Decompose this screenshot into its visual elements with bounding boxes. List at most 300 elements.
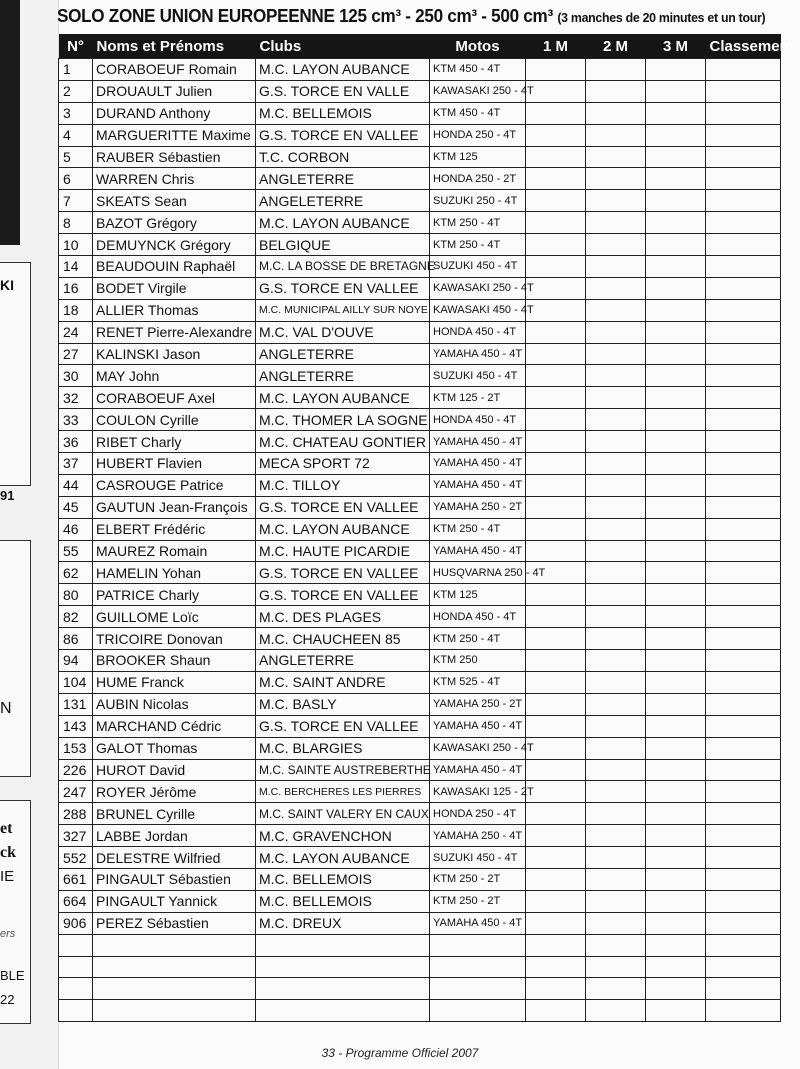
- ranking-cell: [706, 299, 781, 321]
- race-3-result: [646, 474, 706, 496]
- race-1-result: [526, 365, 586, 387]
- table-row: [59, 212, 781, 234]
- empty-cell: [430, 934, 526, 956]
- race-1-result: [526, 234, 586, 256]
- table-row: [59, 693, 781, 715]
- empty-cell: [706, 956, 781, 978]
- ranking-cell: [706, 474, 781, 496]
- race-1-result: [526, 781, 586, 803]
- race-2-result: [586, 584, 646, 606]
- rider-name: GALOT Thomas: [93, 737, 256, 759]
- rider-name: GAUTUN Jean-François: [93, 496, 256, 518]
- race-2-result: [586, 453, 646, 475]
- rider-club: M.C. LAYON AUBANCE: [256, 59, 430, 81]
- table-row: [59, 890, 781, 912]
- rider-number: 18: [59, 299, 93, 321]
- rider-moto: HONDA 450 - 4T: [430, 606, 526, 628]
- race-3-result: [646, 387, 706, 409]
- race-1-result: [526, 431, 586, 453]
- header-ranking: Classement: [706, 34, 781, 59]
- margin-text: IE: [0, 868, 15, 885]
- ranking-cell: [706, 431, 781, 453]
- rider-name: BRUNEL Cyrille: [93, 803, 256, 825]
- race-1-result: [526, 912, 586, 934]
- rider-name: LABBE Jordan: [93, 825, 256, 847]
- race-3-result: [646, 671, 706, 693]
- race-3-result: [646, 277, 706, 299]
- margin-text: 22: [0, 992, 15, 1007]
- ranking-cell: [706, 168, 781, 190]
- race-3-result: [646, 628, 706, 650]
- empty-row: [59, 934, 781, 956]
- table-row: [59, 124, 781, 146]
- race-2-result: [586, 496, 646, 518]
- rider-number: 104: [59, 671, 93, 693]
- table-row: [59, 759, 781, 781]
- table-row: [59, 803, 781, 825]
- race-2-result: [586, 168, 646, 190]
- rider-moto: YAMAHA 450 - 4T: [430, 474, 526, 496]
- rider-club: MECA SPORT 72: [256, 453, 430, 475]
- ranking-cell: [706, 693, 781, 715]
- table-row: [59, 321, 781, 343]
- rider-club: G.S. TORCE EN VALLE: [256, 80, 430, 102]
- rider-moto: KTM 250 - 2T: [430, 890, 526, 912]
- rider-club: M.C. CHAUCHEEN 85: [256, 628, 430, 650]
- rider-club: G.S. TORCE EN VALLEE: [256, 277, 430, 299]
- table-row: [59, 474, 781, 496]
- race-3-result: [646, 234, 706, 256]
- rider-moto: KAWASAKI 450 - 4T: [430, 299, 526, 321]
- race-2-result: [586, 671, 646, 693]
- ranking-cell: [706, 409, 781, 431]
- rider-moto: HONDA 250 - 2T: [430, 168, 526, 190]
- race-2-result: [586, 715, 646, 737]
- rider-name: DELESTRE Wilfried: [93, 847, 256, 869]
- rider-name: MARGUERITTE Maxime: [93, 124, 256, 146]
- rider-club: M.C. THOMER LA SOGNE: [256, 409, 430, 431]
- ranking-cell: [706, 650, 781, 672]
- race-2-result: [586, 277, 646, 299]
- rider-name: MARCHAND Cédric: [93, 715, 256, 737]
- race-2-result: [586, 540, 646, 562]
- rider-club: M.C. DREUX: [256, 912, 430, 934]
- ranking-cell: [706, 715, 781, 737]
- race-1-result: [526, 59, 586, 81]
- race-1-result: [526, 102, 586, 124]
- rider-number: 2: [59, 80, 93, 102]
- rider-number: 3: [59, 102, 93, 124]
- rider-club: G.S. TORCE EN VALLEE: [256, 562, 430, 584]
- ranking-cell: [706, 562, 781, 584]
- rider-number: 5: [59, 146, 93, 168]
- empty-cell: [93, 934, 256, 956]
- race-2-result: [586, 868, 646, 890]
- rider-club: G.S. TORCE EN VALLEE: [256, 584, 430, 606]
- table-row: [59, 343, 781, 365]
- rider-club: M.C. LA BOSSE DE BRETAGNE: [256, 256, 430, 278]
- race-1-result: [526, 256, 586, 278]
- rider-number: 552: [59, 847, 93, 869]
- rider-name: PEREZ Sébastien: [93, 912, 256, 934]
- race-3-result: [646, 409, 706, 431]
- margin-text: ck: [0, 844, 16, 861]
- race-2-result: [586, 759, 646, 781]
- header-race-3: 3 M: [646, 34, 706, 59]
- rider-name: KALINSKI Jason: [93, 343, 256, 365]
- empty-cell: [256, 956, 430, 978]
- race-3-result: [646, 693, 706, 715]
- race-3-result: [646, 847, 706, 869]
- rider-name: ALLIER Thomas: [93, 299, 256, 321]
- rider-name: HUROT David: [93, 759, 256, 781]
- race-1-result: [526, 606, 586, 628]
- table-row: [59, 868, 781, 890]
- ranking-cell: [706, 80, 781, 102]
- rider-number: 82: [59, 606, 93, 628]
- rider-club: M.C. GRAVENCHON: [256, 825, 430, 847]
- race-1-result: [526, 80, 586, 102]
- race-3-result: [646, 737, 706, 759]
- rider-number: 16: [59, 277, 93, 299]
- rider-club: ANGLETERRE: [256, 343, 430, 365]
- rider-name: DEMUYNCK Grégory: [93, 234, 256, 256]
- page-title: [57, 6, 766, 27]
- rider-number: 1: [59, 59, 93, 81]
- rider-moto: KTM 125: [430, 584, 526, 606]
- ranking-cell: [706, 387, 781, 409]
- empty-cell: [526, 1000, 586, 1022]
- race-2-result: [586, 890, 646, 912]
- race-2-result: [586, 474, 646, 496]
- race-1-result: [526, 671, 586, 693]
- race-3-result: [646, 890, 706, 912]
- rider-number: 94: [59, 650, 93, 672]
- rider-number: 30: [59, 365, 93, 387]
- table-row: [59, 540, 781, 562]
- race-3-result: [646, 431, 706, 453]
- table-row: [59, 146, 781, 168]
- rider-moto: YAMAHA 250 - 2T: [430, 496, 526, 518]
- header-number: N°: [59, 34, 93, 59]
- ranking-cell: [706, 234, 781, 256]
- table-row: [59, 628, 781, 650]
- rider-club: ANGLETERRE: [256, 365, 430, 387]
- table-row: [59, 584, 781, 606]
- rider-name: WARREN Chris: [93, 168, 256, 190]
- table-row: [59, 256, 781, 278]
- rider-club: ANGLETERRE: [256, 650, 430, 672]
- race-3-result: [646, 365, 706, 387]
- empty-cell: [706, 1000, 781, 1022]
- rider-moto: KTM 450 - 4T: [430, 102, 526, 124]
- table-row: [59, 671, 781, 693]
- race-3-result: [646, 868, 706, 890]
- rider-club: M.C. BASLY: [256, 693, 430, 715]
- empty-cell: [256, 978, 430, 1000]
- empty-cell: [586, 956, 646, 978]
- race-1-result: [526, 693, 586, 715]
- margin-text: ers: [0, 928, 16, 940]
- race-2-result: [586, 628, 646, 650]
- rider-moto: KAWASAKI 125 - 2T: [430, 781, 526, 803]
- rider-moto: YAMAHA 250 - 4T: [430, 825, 526, 847]
- riders-table: [58, 34, 794, 1022]
- race-2-result: [586, 781, 646, 803]
- ranking-cell: [706, 803, 781, 825]
- race-3-result: [646, 168, 706, 190]
- rider-club: M.C. SAINTE AUSTREBERTHE: [256, 759, 430, 781]
- ranking-cell: [706, 847, 781, 869]
- rider-name: MAUREZ Romain: [93, 540, 256, 562]
- margin-text: KI: [0, 277, 14, 293]
- race-1-result: [526, 890, 586, 912]
- title-main: SOLO ZONE UNION EUROPEENNE 125 cm³ - 250 cm³ - 500 cm³: [57, 6, 553, 26]
- rider-moto: HONDA 450 - 4T: [430, 321, 526, 343]
- table-row: [59, 190, 781, 212]
- rider-club: M.C. HAUTE PICARDIE: [256, 540, 430, 562]
- empty-cell: [93, 1000, 256, 1022]
- empty-cell: [526, 978, 586, 1000]
- race-1-result: [526, 321, 586, 343]
- rider-club: T.C. CORBON: [256, 146, 430, 168]
- rider-club: ANGLETERRE: [256, 168, 430, 190]
- ranking-cell: [706, 256, 781, 278]
- rider-club: ANGELETERRE: [256, 190, 430, 212]
- rider-number: 6: [59, 168, 93, 190]
- rider-club: BELGIQUE: [256, 234, 430, 256]
- table-row: [59, 59, 781, 81]
- race-2-result: [586, 650, 646, 672]
- race-1-result: [526, 409, 586, 431]
- table-row: [59, 606, 781, 628]
- rider-club: M.C. LAYON AUBANCE: [256, 847, 430, 869]
- race-3-result: [646, 650, 706, 672]
- rider-number: 55: [59, 540, 93, 562]
- race-3-result: [646, 80, 706, 102]
- ranking-cell: [706, 540, 781, 562]
- table-row: [59, 737, 781, 759]
- race-3-result: [646, 256, 706, 278]
- race-3-result: [646, 781, 706, 803]
- rider-number: 37: [59, 453, 93, 475]
- rider-moto: YAMAHA 450 - 4T: [430, 343, 526, 365]
- rider-moto: SUZUKI 250 - 4T: [430, 190, 526, 212]
- race-2-result: [586, 912, 646, 934]
- race-2-result: [586, 299, 646, 321]
- rider-name: DURAND Anthony: [93, 102, 256, 124]
- rider-number: 288: [59, 803, 93, 825]
- rider-club: M.C. BELLEMOIS: [256, 890, 430, 912]
- rider-moto: YAMAHA 450 - 4T: [430, 453, 526, 475]
- race-1-result: [526, 825, 586, 847]
- rider-name: CORABOEUF Axel: [93, 387, 256, 409]
- rider-moto: KTM 125 - 2T: [430, 387, 526, 409]
- race-2-result: [586, 212, 646, 234]
- rider-name: HUBERT Flavien: [93, 453, 256, 475]
- race-3-result: [646, 102, 706, 124]
- rider-moto: HUSQVARNA 250 - 4T: [430, 562, 526, 584]
- table-row: [59, 80, 781, 102]
- race-3-result: [646, 146, 706, 168]
- ranking-cell: [706, 912, 781, 934]
- rider-number: 46: [59, 518, 93, 540]
- empty-cell: [93, 978, 256, 1000]
- rider-club: M.C. MUNICIPAL AILLY SUR NOYE: [256, 299, 430, 321]
- margin-text: BLE: [0, 968, 25, 983]
- rider-moto: YAMAHA 450 - 4T: [430, 431, 526, 453]
- rider-moto: KTM 250: [430, 650, 526, 672]
- race-1-result: [526, 146, 586, 168]
- rider-number: 27: [59, 343, 93, 365]
- black-block: [0, 0, 20, 245]
- race-1-result: [526, 847, 586, 869]
- race-2-result: [586, 562, 646, 584]
- rider-moto: YAMAHA 450 - 4T: [430, 540, 526, 562]
- empty-cell: [706, 934, 781, 956]
- empty-cell: [646, 934, 706, 956]
- rider-club: M.C. TILLOY: [256, 474, 430, 496]
- race-2-result: [586, 847, 646, 869]
- ranking-cell: [706, 124, 781, 146]
- rider-number: 80: [59, 584, 93, 606]
- rider-name: PINGAULT Sébastien: [93, 868, 256, 890]
- race-3-result: [646, 496, 706, 518]
- rider-number: 24: [59, 321, 93, 343]
- empty-cell: [526, 934, 586, 956]
- rider-moto: SUZUKI 450 - 4T: [430, 365, 526, 387]
- rider-number: 247: [59, 781, 93, 803]
- ranking-cell: [706, 781, 781, 803]
- rider-club: G.S. TORCE EN VALLEE: [256, 496, 430, 518]
- ranking-cell: [706, 277, 781, 299]
- empty-cell: [586, 978, 646, 1000]
- rider-club: G.S. TORCE EN VALLEE: [256, 124, 430, 146]
- race-2-result: [586, 409, 646, 431]
- rider-number: 86: [59, 628, 93, 650]
- race-3-result: [646, 321, 706, 343]
- race-2-result: [586, 102, 646, 124]
- empty-cell: [646, 978, 706, 1000]
- rider-name: ELBERT Frédéric: [93, 518, 256, 540]
- rider-number: 45: [59, 496, 93, 518]
- ranking-cell: [706, 343, 781, 365]
- race-1-result: [526, 584, 586, 606]
- race-2-result: [586, 693, 646, 715]
- table-row: [59, 781, 781, 803]
- rider-club: G.S. TORCE EN VALLEE: [256, 715, 430, 737]
- rider-club: M.C. LAYON AUBANCE: [256, 387, 430, 409]
- race-2-result: [586, 803, 646, 825]
- rider-club: M.C. DES PLAGES: [256, 606, 430, 628]
- ranking-cell: [706, 518, 781, 540]
- race-1-result: [526, 737, 586, 759]
- rider-number: 906: [59, 912, 93, 934]
- race-3-result: [646, 453, 706, 475]
- rider-name: RIBET Charly: [93, 431, 256, 453]
- rider-moto: YAMAHA 450 - 4T: [430, 912, 526, 934]
- rider-club: M.C. CHATEAU GONTIER: [256, 431, 430, 453]
- ranking-cell: [706, 496, 781, 518]
- rider-number: 8: [59, 212, 93, 234]
- ranking-cell: [706, 890, 781, 912]
- rider-moto: SUZUKI 450 - 4T: [430, 256, 526, 278]
- rider-number: 10: [59, 234, 93, 256]
- race-3-result: [646, 584, 706, 606]
- rider-moto: KAWASAKI 250 - 4T: [430, 737, 526, 759]
- empty-cell: [59, 1000, 93, 1022]
- ranking-cell: [706, 759, 781, 781]
- ranking-cell: [706, 321, 781, 343]
- rider-club: M.C. LAYON AUBANCE: [256, 212, 430, 234]
- margin-box: [0, 262, 31, 486]
- race-1-result: [526, 168, 586, 190]
- page-footer: 33 - Programme Officiel 2007: [321, 1046, 479, 1060]
- header-race-1: 1 M: [526, 34, 586, 59]
- rider-moto: KTM 250 - 2T: [430, 868, 526, 890]
- empty-cell: [430, 978, 526, 1000]
- rider-club: M.C. BLARGIES: [256, 737, 430, 759]
- table-row: [59, 365, 781, 387]
- margin-text: N: [0, 700, 12, 717]
- race-3-result: [646, 540, 706, 562]
- race-3-result: [646, 212, 706, 234]
- race-3-result: [646, 912, 706, 934]
- race-2-result: [586, 365, 646, 387]
- table-row: [59, 518, 781, 540]
- ranking-cell: [706, 102, 781, 124]
- rider-number: 36: [59, 431, 93, 453]
- table-row: [59, 825, 781, 847]
- ranking-cell: [706, 868, 781, 890]
- rider-name: COULON Cyrille: [93, 409, 256, 431]
- ranking-cell: [706, 825, 781, 847]
- header-name: Noms et Prénoms: [93, 34, 256, 59]
- rider-name: BEAUDOUIN Raphaël: [93, 256, 256, 278]
- rider-number: 226: [59, 759, 93, 781]
- race-1-result: [526, 343, 586, 365]
- rider-number: 661: [59, 868, 93, 890]
- rider-moto: YAMAHA 250 - 2T: [430, 693, 526, 715]
- ranking-cell: [706, 628, 781, 650]
- empty-row: [59, 1000, 781, 1022]
- empty-cell: [256, 934, 430, 956]
- empty-row: [59, 956, 781, 978]
- empty-cell: [256, 1000, 430, 1022]
- race-2-result: [586, 256, 646, 278]
- table-row: [59, 715, 781, 737]
- race-1-result: [526, 803, 586, 825]
- rider-number: 153: [59, 737, 93, 759]
- empty-cell: [586, 934, 646, 956]
- rider-moto: HONDA 450 - 4T: [430, 409, 526, 431]
- race-1-result: [526, 496, 586, 518]
- empty-cell: [59, 934, 93, 956]
- race-3-result: [646, 59, 706, 81]
- header-moto: Motos: [430, 34, 526, 59]
- rider-moto: KTM 250 - 4T: [430, 518, 526, 540]
- rider-number: 62: [59, 562, 93, 584]
- rider-moto: KTM 250 - 4T: [430, 234, 526, 256]
- rider-club: M.C. LAYON AUBANCE: [256, 518, 430, 540]
- ranking-cell: [706, 453, 781, 475]
- rider-moto: SUZUKI 450 - 4T: [430, 847, 526, 869]
- rider-name: MAY John: [93, 365, 256, 387]
- empty-cell: [526, 956, 586, 978]
- race-2-result: [586, 431, 646, 453]
- empty-cell: [59, 956, 93, 978]
- race-1-result: [526, 759, 586, 781]
